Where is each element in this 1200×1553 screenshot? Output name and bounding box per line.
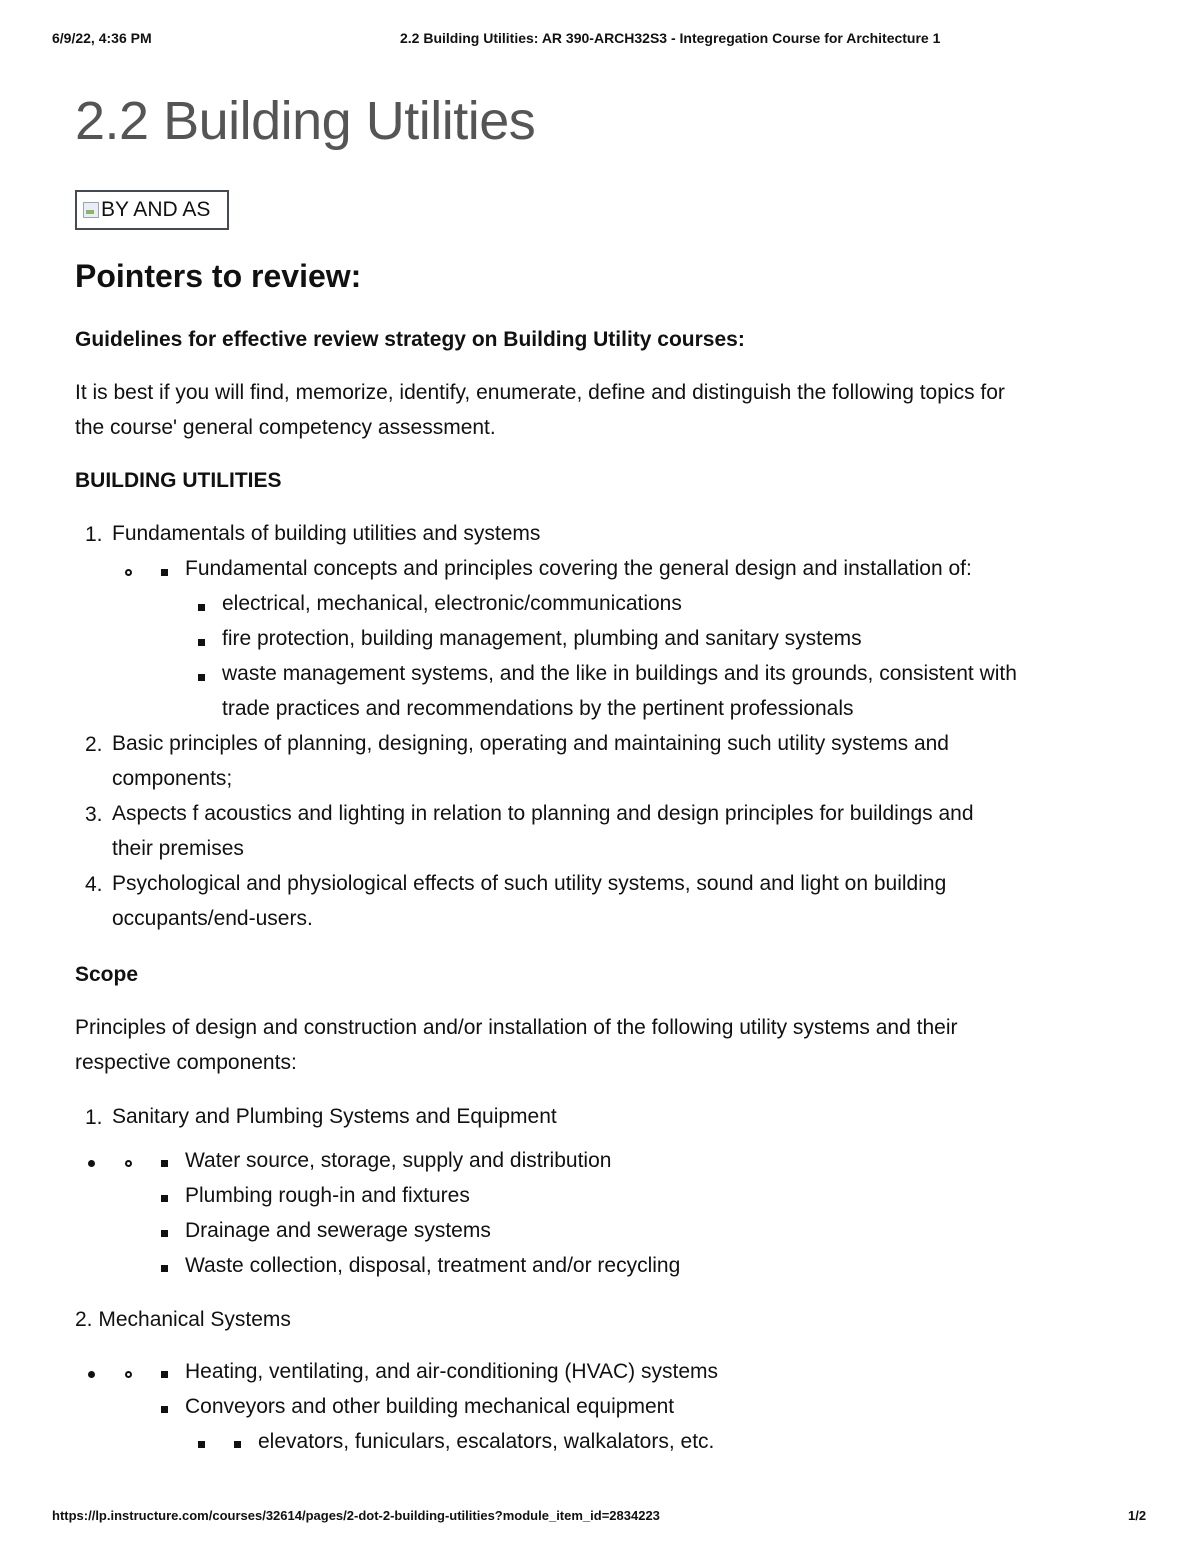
- list-number: 3.: [85, 803, 103, 826]
- list-number: 4.: [85, 873, 103, 896]
- square-bullet-icon: [161, 1195, 168, 1202]
- list-item: Waste collection, disposal, treatment and/or recycling: [185, 1254, 681, 1277]
- square-bullet-icon: [198, 1441, 205, 1448]
- disc-bullet-icon: [88, 1371, 95, 1378]
- square-bullet-icon: [161, 569, 168, 576]
- broken-image-icon: [83, 202, 99, 218]
- list-item-continued: their premises: [112, 837, 244, 860]
- square-bullet-icon: [234, 1441, 241, 1448]
- list-number: 1.: [85, 523, 103, 546]
- license-badge-alt-text: BY AND AS: [101, 198, 211, 221]
- list-item: waste management systems, and the like in buildings and its grounds, consistent with: [222, 662, 1017, 685]
- list-item: Water source, storage, supply and distribution: [185, 1149, 612, 1172]
- list-item: Sanitary and Plumbing Systems and Equipment: [112, 1105, 557, 1128]
- list-item: Fundamentals of building utilities and systems: [112, 522, 541, 545]
- scope-intro-line-1: Principles of design and construction and/or installation of the following utility systems and their: [75, 1016, 958, 1039]
- building-utilities-heading: BUILDING UTILITIES: [75, 469, 282, 492]
- list-number: 2.: [85, 733, 103, 756]
- square-bullet-icon: [198, 639, 205, 646]
- square-bullet-icon: [161, 1371, 168, 1378]
- intro-line-2: the course' general competency assessment.: [75, 416, 496, 439]
- list-item-continued: occupants/end-users.: [112, 907, 313, 930]
- list-item: elevators, funiculars, escalators, walkalators, etc.: [258, 1430, 715, 1453]
- scope-heading: Scope: [75, 963, 139, 986]
- square-bullet-icon: [198, 604, 205, 611]
- square-bullet-icon: [161, 1160, 168, 1167]
- list-item-continued: trade practices and recommendations by the pertinent professionals: [222, 697, 854, 720]
- print-footer-url: https://lp.instructure.com/courses/32614/pages/2-dot-2-building-utilities?module_item_id=2834223: [52, 1508, 660, 1523]
- list-item: Plumbing rough-in and fixtures: [185, 1184, 470, 1207]
- list-item: electrical, mechanical, electronic/communications: [222, 592, 682, 615]
- circle-bullet-icon: [125, 569, 132, 576]
- guidelines-heading: Guidelines for effective review strategy on Building Utility courses:: [75, 328, 745, 351]
- square-bullet-icon: [161, 1265, 168, 1272]
- list-item: Basic principles of planning, designing, operating and maintaining such utility systems and: [112, 732, 949, 755]
- circle-bullet-icon: [125, 1160, 132, 1167]
- pointers-heading: Pointers to review:: [75, 258, 362, 294]
- list-item-continued: components;: [112, 767, 233, 790]
- page-number: 1/2: [1128, 1508, 1147, 1523]
- license-badge-image[interactable]: [75, 190, 229, 230]
- scope-intro-line-2: respective components:: [75, 1051, 297, 1074]
- intro-line-1: It is best if you will find, memorize, identify, enumerate, define and distinguish the following topics for: [75, 381, 1005, 404]
- square-bullet-icon: [198, 674, 205, 681]
- print-header-title: 2.2 Building Utilities: AR 390-ARCH32S3 - Integregation Course for Architecture 1: [400, 30, 941, 46]
- page-title: 2.2 Building Utilities: [75, 91, 536, 151]
- list-item: fire protection, building management, plumbing and sanitary systems: [222, 627, 862, 650]
- square-bullet-icon: [161, 1230, 168, 1237]
- list-item: Aspects f acoustics and lighting in relation to planning and design principles for buildings and: [112, 802, 974, 825]
- list-number: 1.: [85, 1106, 103, 1129]
- disc-bullet-icon: [88, 1160, 95, 1167]
- list-item: Drainage and sewerage systems: [185, 1219, 491, 1242]
- list-item: Fundamental concepts and principles covering the general design and installation of:: [185, 557, 972, 580]
- square-bullet-icon: [161, 1406, 168, 1413]
- list-item: Conveyors and other building mechanical equipment: [185, 1395, 675, 1418]
- list-item: Heating, ventilating, and air-conditioning (HVAC) systems: [185, 1360, 719, 1383]
- mechanical-systems-heading: 2. Mechanical Systems: [75, 1308, 291, 1331]
- print-date: 6/9/22, 4:36 PM: [52, 30, 152, 46]
- list-item: Psychological and physiological effects of such utility systems, sound and light on building: [112, 872, 947, 895]
- circle-bullet-icon: [125, 1371, 132, 1378]
